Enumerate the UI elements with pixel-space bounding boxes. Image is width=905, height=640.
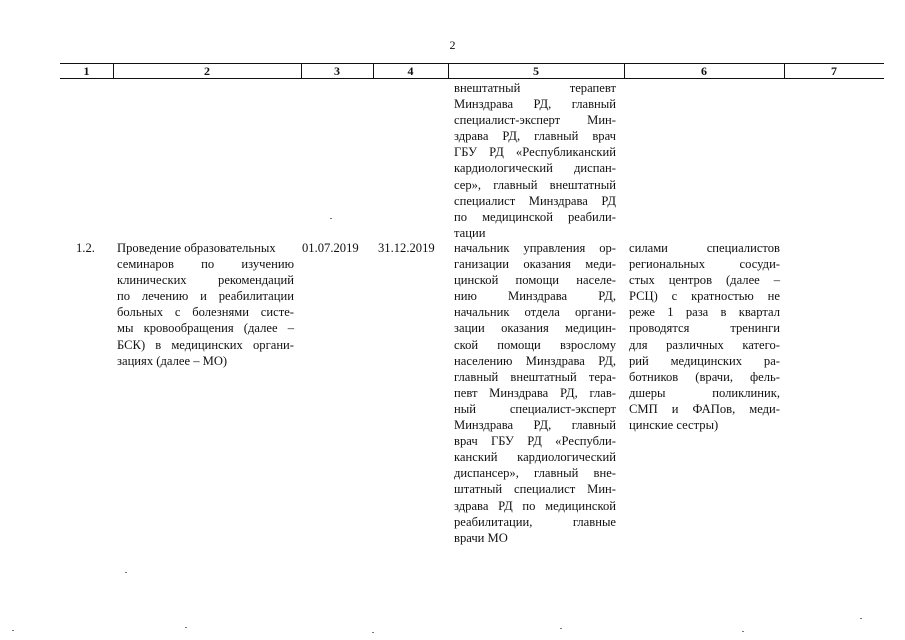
page-number: 2 [449, 38, 456, 52]
text-line: здрава РД, главный врач [454, 129, 616, 144]
text-line: внештатный терапевт [454, 81, 616, 95]
text-line: здрава РД по медицинской [454, 498, 616, 513]
text-line: нию Минздрава РД, [454, 289, 616, 304]
text-line: клинических рекомендаций [117, 273, 294, 288]
scan-speck [12, 630, 14, 631]
col-header-6: 6 [624, 63, 784, 79]
text-line: зациях (далее – МО) [117, 353, 228, 368]
text-line: ГБУ РД «Республиканский [454, 145, 616, 160]
scan-speck [185, 627, 187, 628]
responsible-cell [454, 240, 616, 546]
text-line: начальник управления ор- [454, 241, 616, 255]
text-line: Минздрава РД, главный [454, 418, 616, 433]
text-line: ской помощи взрослому [454, 337, 616, 352]
scan-speck [125, 572, 127, 573]
result-cell [629, 240, 780, 433]
text-line: сер», главный внештатный [454, 177, 616, 192]
text-line: ганизации оказания меди- [454, 257, 616, 272]
text-line: главный внештатный тера- [454, 369, 616, 384]
text-line: Проведение образовательных [117, 241, 276, 255]
text-line: стых центров (далее – [629, 273, 780, 288]
text-line: врач ГБУ РД «Республи- [454, 434, 616, 449]
col-divider [448, 63, 449, 79]
text-line: кардиологический диспан- [454, 161, 616, 176]
text-line: для различных катего- [629, 337, 780, 352]
text-line: Минздрава РД, главный [454, 97, 616, 112]
scan-speck [372, 632, 374, 633]
scan-speck [860, 618, 862, 619]
text-line: проводятся тренинги [629, 321, 780, 336]
text-line: певт Минздрава РД, глав- [454, 385, 616, 400]
text-line: канский кардиологический [454, 450, 616, 465]
text-line: цинские сестры) [629, 418, 719, 433]
text-line: СМП и ФАПов, меди- [629, 401, 780, 416]
text-line: силами специалистов [629, 241, 780, 255]
text-line: ный специалист-эксперт [454, 401, 616, 416]
text-line: семинаров по изучению [117, 257, 294, 272]
event-description-cell [117, 240, 294, 369]
text-line: врачи МО [454, 530, 508, 545]
text-line: региональных сосуди- [629, 257, 780, 272]
col-header-7: 7 [784, 63, 884, 79]
text-line: больных с болезнями систе- [117, 305, 294, 320]
text-line: населению Минздрава РД, [454, 353, 616, 368]
row-number: 1.2. [76, 241, 95, 255]
col-divider [373, 63, 374, 79]
col-header-5: 5 [448, 63, 624, 79]
scan-speck [742, 631, 744, 632]
col-divider [784, 63, 785, 79]
text-line: специалист-эксперт Мин- [454, 113, 616, 128]
text-line: БСК) в медицинских органи- [117, 337, 294, 352]
text-line: реже 1 раза в квартал [629, 305, 780, 320]
scan-speck [330, 218, 332, 219]
text-line: реабилитации, главные [454, 514, 616, 529]
text-line: РСЦ) с кратностью не [629, 289, 780, 304]
end-date: 31.12.2019 [378, 241, 435, 255]
col-header-2: 2 [113, 63, 301, 79]
text-line: по лечению и реабилитации [117, 289, 294, 304]
text-line: диспансер», главный вне- [454, 466, 616, 481]
col-divider [624, 63, 625, 79]
text-line: ботников (врачи, фель- [629, 369, 780, 384]
continued-responsible-cell [454, 80, 616, 241]
text-line: тации [454, 225, 486, 240]
text-line: мы кровообращения (далее – [117, 321, 294, 336]
text-line: дшеры поликлиник, [629, 385, 780, 400]
col-header-3: 3 [301, 63, 373, 79]
col-divider [113, 63, 114, 79]
text-line: зации оказания медицин- [454, 321, 616, 336]
start-date: 01.07.2019 [302, 241, 359, 255]
col-header-4: 4 [373, 63, 448, 79]
text-line: цинской помощи населе- [454, 273, 616, 288]
col-divider [301, 63, 302, 79]
text-line: штатный специалист Мин- [454, 482, 616, 497]
text-line: специалист Минздрава РД [454, 193, 616, 208]
col-header-1: 1 [60, 63, 113, 79]
scan-speck [560, 628, 562, 629]
text-line: рий медицинских ра- [629, 353, 780, 368]
text-line: по медицинской реабили- [454, 209, 616, 224]
text-line: начальник отдела органи- [454, 305, 616, 320]
